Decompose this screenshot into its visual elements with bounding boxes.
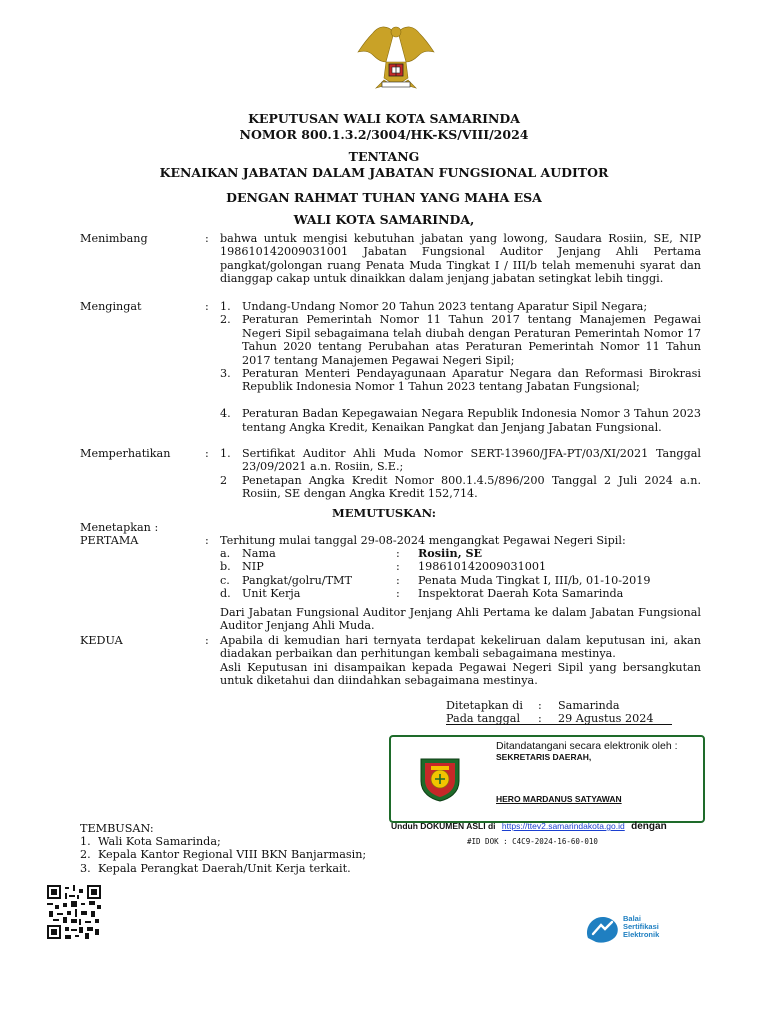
preamble-heading: DENGAN RAHMAT TUHAN YANG MAHA ESA — [226, 190, 542, 205]
memperhatikan-colon: : — [205, 447, 209, 460]
download-link[interactable]: https://ttev2.samarindakota.go.id — [501, 821, 625, 831]
decree-number: NOMOR 800.1.3.2/3004/HK-KS/VIII/2024 — [239, 127, 529, 142]
pertama-closing: Dari Jabatan Fungsional Auditor Jenjang Ahli Pertama ke dalam Jabatan Fungsional Auditor Jenjang Ahli Muda. — [220, 606, 701, 633]
detail-row-nip: b. NIP : 198610142009031001 — [220, 560, 547, 574]
list-item: 2. Peraturan Pemerintah Nomor 11 Tahun 2017 tentang Manajemen Pegawai Negeri Sipil sebagaimana telah diubah dengan Peraturan Pemerintah Nomor 17 Tahun 2020 tentang Perubahan atas Peraturan Pemerintah Nomor 11 Tahun 2017 tentang Manajemen Pegawai Negeri Sipil; — [220, 313, 701, 367]
tembusan-list — [80, 835, 400, 875]
document-id: #ID DOK : C4C9-2024-16-60-010 — [467, 837, 598, 846]
kedua-para1: Apabila di kemudian hari ternyata terdapat kekeliruan dalam keputusan ini, akan diadakan perbaikan dan perhitungan kembali sebagaimana mestinya. — [220, 634, 701, 661]
signed-by-text: Ditandatangani secara elektronik oleh : — [496, 740, 678, 752]
pertama-label: PERTAMA — [80, 534, 139, 547]
mengingat-label: Mengingat — [80, 300, 142, 313]
download-line: Unduh DOKUMEN ASLI di https://ttev2.samarindakota.go.id dengan — [391, 821, 667, 832]
detail-row-name: a. Nama : Rosiin, SE — [220, 546, 483, 560]
garuda-emblem-icon — [356, 22, 436, 92]
tembusan-title: TEMBUSAN: — [80, 822, 154, 835]
decree-title: KEPUTUSAN WALI KOTA SAMARINDA — [248, 111, 520, 126]
detail-row-unit: d. Unit Kerja : Inspektorat Daerah Kota Samarinda — [220, 587, 624, 601]
kedua-label: KEDUA — [80, 634, 123, 647]
list-item: 2. Kepala Kantor Regional VIII BKN Banjarmasin; — [80, 848, 367, 862]
electronic-signature-box — [389, 735, 705, 823]
bsre-logo-text: Balai Sertifikasi Elektronik — [623, 914, 660, 939]
penetapan-divider — [446, 724, 672, 725]
kedua-para2: Asli Keputusan ini disampaikan kepada Pegawai Negeri Sipil yang bersangkutan untuk diketahui dan diindahkan sebagaimana mestinya. — [220, 661, 701, 688]
pertama-intro: Terhitung mulai tanggal 29-08-2024 mengangkat Pegawai Negeri Sipil: — [220, 534, 626, 547]
menimbang-text: bahwa untuk mengisi kebutuhan jabatan yang lowong, Saudara Rosiin, SE, NIP 198610142009031001 Jabatan Fungsional Auditor Jenjang Ahli Pertama pangkat/golongan ruang Penata Muda Tingkat I / III/b telah memenuhi syarat dan dianggap cakap untuk dinaikkan dalam jenjang jabatan setingkat lebih tinggi. — [220, 232, 701, 286]
tentang-heading: TENTANG — [348, 149, 420, 164]
menetapkan-label: Menetapkan : — [80, 521, 159, 534]
menimbang-label: Menimbang — [80, 232, 148, 245]
decree-subject: KENAIKAN JABATAN DALAM JABATAN FUNGSIONAL AUDITOR — [159, 165, 609, 180]
qr-code-icon — [47, 885, 101, 939]
detail-row-rank: c. Pangkat/golru/TMT : Penata Muda Tingkat I, III/b, 01-10-2019 — [220, 573, 651, 587]
memutuskan-heading: MEMUTUSKAN: — [332, 506, 436, 520]
samarinda-city-emblem-icon — [415, 753, 465, 803]
memperhatikan-label: Memperhatikan — [80, 447, 171, 460]
list-item: 1. Sertifikat Auditor Ahli Muda Nomor SERT-13960/JFA-PT/03/XI/2021 Tanggal 23/09/2021 a.n. Rosiin, S.E.; — [220, 447, 701, 474]
mengingat-list — [220, 300, 701, 447]
issuer-heading: WALI KOTA SAMARINDA, — [293, 212, 475, 227]
penetapan-date-row: Pada tanggal : 29 Agustus 2024 — [446, 712, 654, 726]
list-item: 3. Kepala Perangkat Daerah/Unit Kerja terkait. — [80, 861, 351, 875]
employee-details — [220, 547, 701, 601]
list-item: 3. Peraturan Menteri Pendayagunaan Aparatur Negara dan Reformasi Birokrasi Republik Indonesia Nomor 1 Tahun 2023 tentang Jabatan Fungsional; — [220, 366, 701, 394]
list-item: 1. Undang-Undang Nomor 20 Tahun 2023 tentang Aparatur Sipil Negara; — [220, 300, 648, 313]
bsre-logo-icon — [584, 914, 620, 944]
signer-name: HERO MARDANUS SATYAWAN — [496, 794, 622, 804]
list-item: 2 Penetapan Angka Kredit Nomor 800.1.4.5/896/200 Tanggal 2 Juli 2024 a.n. Rosiin, SE dengan Angka Kredit 152,714. — [220, 474, 701, 501]
employee-name: Rosiin, SE — [418, 546, 483, 560]
mengingat-colon: : — [205, 300, 209, 313]
penetapan-block — [446, 699, 672, 726]
pertama-colon: : — [205, 534, 209, 547]
list-item: 4. Peraturan Badan Kepegawaian Negara Republik Indonesia Nomor 3 Tahun 2023 tentang Angka Kredit, Kenaikan Pangkat dan Jenjang Jabatan Fungsional. — [220, 407, 701, 434]
list-item: 1. Wali Kota Samarinda; — [80, 835, 221, 848]
menimbang-colon: : — [205, 232, 209, 245]
memperhatikan-list — [220, 447, 701, 501]
signer-position: SEKRETARIS DAERAH, — [496, 752, 592, 762]
penetapan-place-row: Ditetapkan di : Samarinda — [446, 699, 620, 712]
kedua-colon: : — [205, 634, 209, 647]
